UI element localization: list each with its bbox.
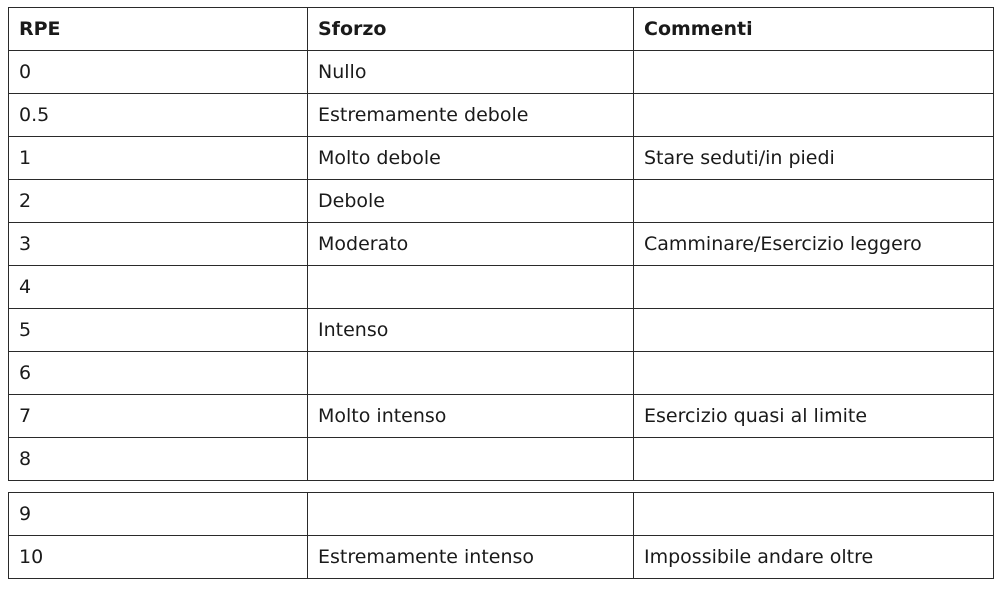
cell-rpe: 10 <box>9 536 308 579</box>
cell-sforzo: Moderato <box>308 223 634 266</box>
table-row <box>9 352 994 395</box>
cell-sforzo <box>308 438 634 481</box>
table-row <box>9 223 994 266</box>
cell-sforzo: Debole <box>308 180 634 223</box>
table-row <box>9 180 994 223</box>
table-row <box>9 94 994 137</box>
cell-commenti: Stare seduti/in piedi <box>634 137 994 180</box>
cell-rpe: 9 <box>9 493 308 536</box>
header-sforzo: Sforzo <box>308 8 634 51</box>
cell-rpe: 1 <box>9 137 308 180</box>
header-rpe: RPE <box>9 8 308 51</box>
table-row <box>9 137 994 180</box>
cell-rpe: 2 <box>9 180 308 223</box>
cell-sforzo: Estremamente intenso <box>308 536 634 579</box>
cell-sforzo: Molto debole <box>308 137 634 180</box>
cell-rpe: 0 <box>9 51 308 94</box>
cell-commenti: Camminare/Esercizio leggero <box>634 223 994 266</box>
rpe-table <box>8 7 994 481</box>
cell-commenti <box>634 309 994 352</box>
cell-sforzo: Molto intenso <box>308 395 634 438</box>
table-row <box>9 51 994 94</box>
cell-rpe: 5 <box>9 309 308 352</box>
cell-sforzo <box>308 352 634 395</box>
cell-rpe: 7 <box>9 395 308 438</box>
cell-rpe: 4 <box>9 266 308 309</box>
cell-commenti <box>634 51 994 94</box>
rpe-table-continued <box>8 492 994 579</box>
cell-rpe: 3 <box>9 223 308 266</box>
table-row <box>9 438 994 481</box>
cell-commenti <box>634 94 994 137</box>
table-row <box>9 266 994 309</box>
cell-rpe: 6 <box>9 352 308 395</box>
table-row <box>9 536 994 579</box>
cell-sforzo <box>308 493 634 536</box>
table-row <box>9 395 994 438</box>
cell-commenti: Impossibile andare oltre <box>634 536 994 579</box>
cell-commenti <box>634 438 994 481</box>
cell-sforzo: Intenso <box>308 309 634 352</box>
cell-rpe: 8 <box>9 438 308 481</box>
cell-rpe: 0.5 <box>9 94 308 137</box>
cell-commenti <box>634 266 994 309</box>
cell-sforzo: Estremamente debole <box>308 94 634 137</box>
cell-commenti <box>634 352 994 395</box>
cell-commenti <box>634 180 994 223</box>
cell-sforzo: Nullo <box>308 51 634 94</box>
table-row <box>9 309 994 352</box>
table-header-row <box>9 8 994 51</box>
cell-commenti: Esercizio quasi al limite <box>634 395 994 438</box>
header-commenti: Commenti <box>634 8 994 51</box>
cell-sforzo <box>308 266 634 309</box>
table-row <box>9 493 994 536</box>
cell-commenti <box>634 493 994 536</box>
